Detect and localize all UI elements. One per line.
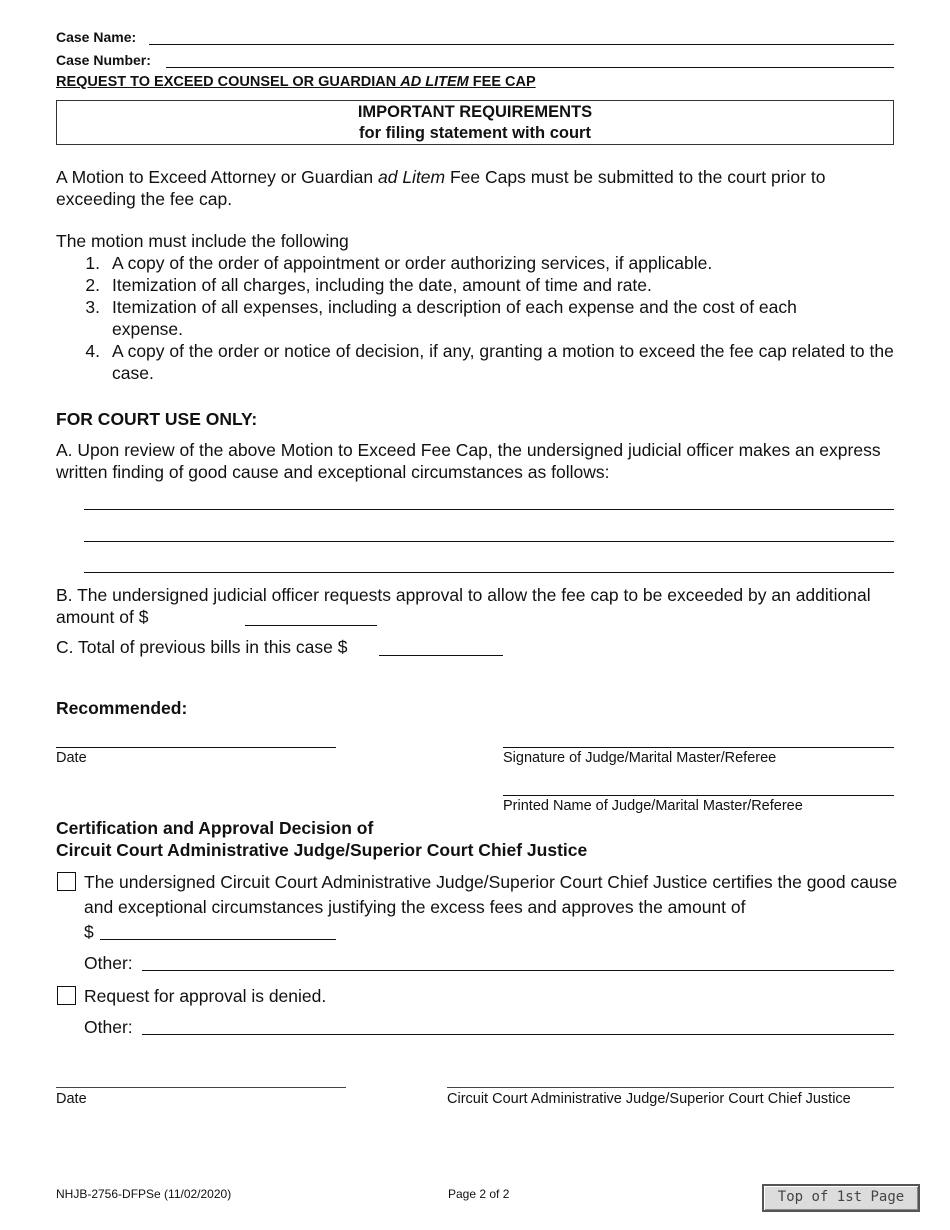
court-item-a: A. Upon review of the above Motion to Exceed Fee Cap, the undersigned judicial officer makes an express written finding of good cause and exceptional circumstances as follows:	[56, 440, 881, 482]
judge-printed-name-label: Printed Name of Judge/Marital Master/Referee	[503, 798, 803, 814]
list-item-text: A copy of the order or notice of decision, if any, granting a motion to exceed the fee cap related to the case.	[112, 341, 894, 383]
administrative-judge-label: Circuit Court Administrative Judge/Superior Court Chief Justice	[447, 1091, 851, 1107]
certification-date-field[interactable]	[56, 1087, 346, 1088]
intro-part1: A Motion to Exceed Attorney or Guardian	[56, 167, 378, 187]
motion-requirements-list	[70, 252, 900, 384]
finding-line-2[interactable]	[84, 524, 894, 542]
form-title-part1: REQUEST TO EXCEED COUNSEL OR GUARDIAN	[56, 74, 401, 90]
other-label-1: Other:	[84, 953, 133, 973]
approve-dollar-sign: $	[84, 922, 94, 942]
list-item-number: 1.	[85, 253, 100, 273]
list-item	[70, 340, 900, 384]
form-id: NHJB-2756-DFPSe (11/02/2020)	[56, 1187, 232, 1201]
certification-heading	[56, 817, 587, 861]
other-field-2[interactable]	[142, 1015, 894, 1035]
case-number-label: Case Number:	[56, 52, 151, 68]
recommended-date-label: Date	[56, 750, 87, 766]
certification-heading-line2: Circuit Court Administrative Judge/Superior Court Chief Justice	[56, 840, 588, 860]
list-item-text: Itemization of all charges, including the date, amount of time and rate.	[112, 275, 652, 295]
additional-amount-field[interactable]	[245, 608, 377, 626]
list-item	[70, 296, 900, 340]
form-title	[56, 74, 536, 90]
page-number: Page 2 of 2	[448, 1187, 510, 1201]
list-item-text: Itemization of all expenses, including a description of each expense and the cost of each expense.	[112, 297, 797, 339]
court-use-heading: FOR COURT USE ONLY:	[56, 409, 258, 429]
certification-date-label: Date	[56, 1091, 87, 1107]
intro-part2: Fee Caps must be submitted to the court prior to exceeding the fee cap.	[56, 167, 826, 209]
recommended-heading: Recommended:	[56, 698, 188, 718]
court-item-c: C. Total of previous bills in this case $	[56, 637, 348, 657]
requirements-box	[56, 100, 894, 145]
finding-line-1[interactable]	[84, 492, 894, 510]
motion-list-lead: The motion must include the following	[56, 231, 349, 251]
case-number-field[interactable]	[166, 53, 894, 68]
list-item-number: 3.	[85, 297, 100, 317]
judge-signature-label: Signature of Judge/Marital Master/Referee	[503, 750, 777, 766]
top-of-first-page-button[interactable]: Top of 1st Page	[762, 1184, 920, 1212]
approve-text: The undersigned Circuit Court Administrative Judge/Superior Court Chief Justice certifies the good cause and exceptional circumstances justifying the excess fees and approves the amount of	[84, 872, 898, 917]
approved-amount-field[interactable]	[100, 920, 336, 940]
previous-bills-field[interactable]	[379, 637, 503, 656]
court-item-b-text: B. The undersigned judicial officer requests approval to allow the fee cap to be exceeded by an additional amount of $	[56, 585, 871, 627]
intro-paragraph	[56, 166, 896, 210]
requirements-subtitle: for filing statement with court	[359, 124, 591, 142]
case-name-field[interactable]	[149, 30, 894, 45]
list-item-number: 4.	[85, 341, 100, 361]
list-item-text: A copy of the order of appointment or order authorizing services, if applicable.	[112, 253, 713, 273]
finding-line-3[interactable]	[84, 555, 894, 573]
judge-signature-field[interactable]	[503, 728, 894, 748]
list-item-number: 2.	[85, 275, 100, 295]
form-title-italic: AD LITEM	[400, 74, 469, 90]
approve-checkbox[interactable]	[57, 872, 76, 891]
list-item	[70, 252, 900, 274]
certification-heading-line1: Certification and Approval Decision of	[56, 818, 374, 838]
requirements-title: IMPORTANT REQUIREMENTS	[357, 103, 593, 121]
deny-checkbox[interactable]	[57, 986, 76, 1005]
judge-printed-name-field[interactable]	[503, 776, 894, 796]
other-label-2: Other:	[84, 1017, 133, 1037]
list-item	[70, 274, 900, 296]
intro-italic: ad Litem	[378, 167, 446, 187]
form-title-part2: FEE CAP	[468, 74, 536, 90]
deny-text: Request for approval is denied.	[84, 986, 327, 1006]
other-field-1[interactable]	[142, 951, 894, 971]
court-item-b	[56, 584, 896, 628]
recommended-date-field[interactable]	[56, 728, 336, 748]
administrative-judge-signature-field[interactable]	[447, 1087, 894, 1088]
case-name-label: Case Name:	[56, 29, 137, 45]
